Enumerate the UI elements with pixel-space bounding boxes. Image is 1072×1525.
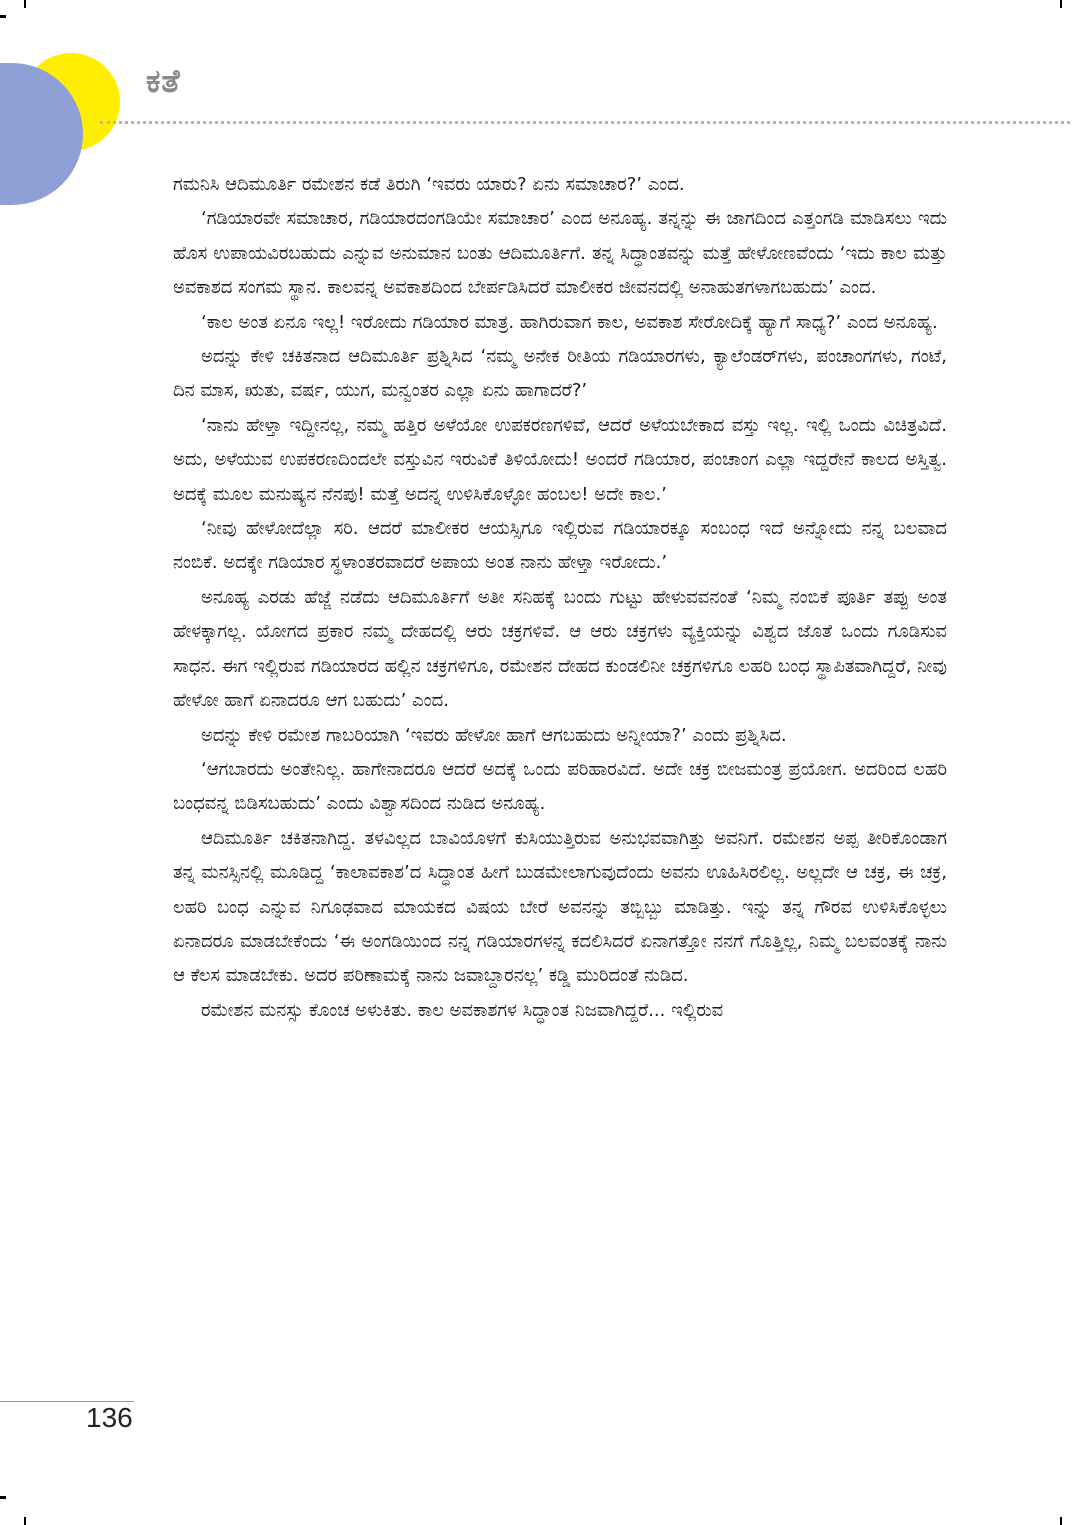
- paragraph: ಅದನ್ನು ಕೇಳಿ ಚಕಿತನಾದ ಆದಿಮೂರ್ತಿ ಪ್ರಶ್ನಿಸಿದ ‘ನಮ್ಮ ಅನೇಕ ರೀತಿಯ ಗಡಿಯಾರಗಳು, ಕ್ಯಾಲೆಂಡರ್‌ಗಳು, ಪಂಚಾಂಗಗಳು, ಗಂಟೆ, ದಿನ ಮಾಸ, ಋತು, ವರ್ಷ, ಯುಗ, ಮನ್ವಂತರ ಎಲ್ಲಾ ಏನು ಹಾಗಾದರೆ?’: [173, 346, 947, 402]
- crop-mark-bottom-right: [1060, 1517, 1062, 1525]
- page-number: 136: [86, 1402, 133, 1433]
- section-title: ಕತೆ: [146, 62, 181, 100]
- paragraph: ‘ಆಗಬಾರದು ಅಂತೇನಿಲ್ಲ. ಹಾಗೇನಾದರೂ ಆದರೆ ಅದಕ್ಕೆ ಒಂದು ಪರಿಹಾರವಿದೆ. ಅದೇ ಚಕ್ರ ಬೀಜಮಂತ್ರ ಪ್ರಯೋಗ. ಅದರಿಂದ ಲಹರಿ ಬಂಧವನ್ನ ಬಿಡಿಸಬಹುದು’ ಎಂದು ವಿಶ್ವಾಸದಿಂದ ನುಡಿದ ಅನೂಹ್ಯ.: [173, 758, 947, 815]
- paragraph: ಅದನ್ನು ಕೇಳಿ ರಮೇಶ ಗಾಬರಿಯಾಗಿ ‘ಇವರು ಹೇಳೋ ಹಾಗೆ ಆಗಬಹುದು ಅನ್ನೀಯಾ?’ ಎಂದು ಪ್ರಶ್ನಿಸಿದ.: [201, 724, 787, 746]
- crop-mark-top-right: [1060, 0, 1062, 8]
- paragraph: ‘ಗಡಿಯಾರವೇ ಸಮಾಚಾರ, ಗಡಿಯಾರದಂಗಡಿಯೇ ಸಮಾಚಾರ’ ಎಂದ ಅನೂಹ್ಯ. ತನ್ನನ್ನು ಈ ಜಾಗದಿಂದ ಎತ್ತಂಗಡಿ ಮಾಡಿಸಲು ಇದು ಹೊಸ ಉಪಾಯವಿರಬಹುದು ಎನ್ನುವ ಅನುಮಾನ ಬಂತು ಆದಿಮೂರ್ತಿಗೆ. ತನ್ನ ಸಿದ್ಧಾಂತವನ್ನು ಮತ್ತೆ ಹೇಳೋಣವೆಂದು ‘ಇದು ಕಾಲ ಮತ್ತು ಅವಕಾಶದ ಸಂಗಮ ಸ್ಥಾನ. ಕಾಲವನ್ನ ಅವಕಾಶದಿಂದ ಬೇರ್ಪಡಿಸಿದರೆ ಮಾಲೀಕರ ಜೀವನದಲ್ಲಿ ಅನಾಹುತಗಳಾಗಬಹುದು’ ಎಂದ.: [173, 208, 947, 299]
- paragraph: ಆದಿಮೂರ್ತಿ ಚಕಿತನಾಗಿದ್ದ. ತಳವಿಲ್ಲದ ಬಾವಿಯೊಳಗೆ ಕುಸಿಯುತ್ತಿರುವ ಅನುಭವವಾಗಿತ್ತು ಅವನಿಗೆ. ರಮೇಶನ ಅಪ್ಪ ತೀರಿಕೊಂಡಾಗ ತನ್ನ ಮನಸ್ಸಿನಲ್ಲಿ ಮೂಡಿದ್ದ ‘ಕಾಲಾವಕಾಶ’ದ ಸಿದ್ಧಾಂತ ಹೀಗೆ ಬುಡಮೇಲಾಗುವುದೆಂದು ಅವನು ಊಹಿಸಿರಲಿಲ್ಲ. ಅಲ್ಲದೇ ಆ ಚಕ್ರ, ಈ ಚಕ್ರ, ಲಹರಿ ಬಂಧ ಎನ್ನುವ ನಿಗೂಢವಾದ ಮಾಯಕದ ವಿಷಯ ಬೇರೆ ಅವನನ್ನು ತಬ್ಬಿಬ್ಬು ಮಾಡಿತ್ತು. ಇನ್ನು ತನ್ನ ಗೌರವ ಉಳಿಸಿಕೊಳ್ಳಲು ಏನಾದರೂ ಮಾಡಬೇಕೆಂದು ‘ಈ ಅಂಗಡಿಯಿಂದ ನನ್ನ ಗಡಿಯಾರಗಳನ್ನ ಕದಲಿಸಿದರೆ ಏನಾಗತ್ತೋ ನನಗೆ ಗೊತ್ತಿಲ್ಲ, ನಿಮ್ಮ ಬಲವಂತಕ್ಕೆ ನಾನು ಆ ಕೆಲಸ ಮಾಡಬೇಕು. ಅದರ ಪರಿಣಾಮಕ್ಕೆ ನಾನು ಜವಾಬ್ದಾರನಲ್ಲ’ ಕಡ್ಡಿ ಮುರಿದಂತೆ ನುಡಿದ.: [173, 827, 947, 987]
- paragraph: ರಮೇಶನ ಮನಸ್ಸು ಕೊಂಚ ಅಳುಕಿತು. ಕಾಲ ಅವಕಾಶಗಳ ಸಿದ್ಧಾಂತ ನಿಜವಾಗಿದ್ದರೆ... ಇಲ್ಲಿರುವ: [201, 999, 724, 1021]
- paragraph: ಗಮನಿಸಿ ಆದಿಮೂರ್ತಿ ರಮೇಶನ ಕಡೆ ತಿರುಗಿ ‘ಇವರು ಯಾರು? ಏನು ಸಮಾಚಾರ?’ ಎಂದ.: [173, 174, 685, 195]
- paragraph: ‘ನಾನು ಹೇಳ್ತಾ ಇದ್ದೀನಲ್ಲ, ನಮ್ಮ ಹತ್ತಿರ ಅಳೆಯೋ ಉಪಕರಣಗಳಿವೆ, ಆದರೆ ಅಳೆಯಬೇಕಾದ ವಸ್ತು ಇಲ್ಲ. ಇಲ್ಲಿ ಒಂದು ವಿಚಿತ್ರವಿದೆ. ಅದು, ಅಳೆಯುವ ಉಪಕರಣದಿಂದಲೇ ವಸ್ತುವಿನ ಇರುವಿಕೆ ತಿಳಿಯೋದು! ಅಂದರೆ ಗಡಿಯಾರ, ಪಂಚಾಂಗ ಎಲ್ಲಾ ಇದ್ದರೇನೆ ಕಾಲದ ಅಸ್ತಿತ್ವ. ಅದಕ್ಕೆ ಮೂಲ ಮನುಷ್ಯನ ನೆನಪು! ಮತ್ತೆ ಅದನ್ನ ಉಳಿಸಿಕೊಳ್ಳೋ ಹಂಬಲ! ಅದೇ ಕಾಲ.’: [173, 414, 947, 505]
- crop-mark-bottom-left: [0, 1496, 6, 1499]
- paragraph: ‘ನೀವು ಹೇಳೋದೆಲ್ಲಾ ಸರಿ. ಆದರೆ ಮಾಲೀಕರ ಆಯಸ್ಸಿಗೂ ಇಲ್ಲಿರುವ ಗಡಿಯಾರಕ್ಕೂ ಸಂಬಂಧ ಇದೆ ಅನ್ನೋದು ನನ್ನ ಬಲವಾದ ನಂಬಿಕೆ. ಅದಕ್ಕೇ ಗಡಿಯಾರ ಸ್ಥಳಾಂತರವಾದರೆ ಅಪಾಯ ಅಂತ ನಾನು ಹೇಳ್ತಾ ಇರೋದು.’: [173, 518, 947, 574]
- dotted-rule: [100, 121, 1070, 124]
- story-text: [173, 168, 947, 1028]
- paragraph: ‘ಕಾಲ ಅಂತ ಏನೂ ಇಲ್ಲ! ಇರೋದು ಗಡಿಯಾರ ಮಾತ್ರ. ಹಾಗಿರುವಾಗ ಕಾಲ, ಅವಕಾಶ ಸೇರೋದಿಕ್ಕೆ ಹ್ಯಾಗೆ ಸಾಧ್ಯ?’ ಎಂದ ಅನೂಹ್ಯ.: [201, 311, 938, 333]
- decorative-circles: [0, 0, 140, 220]
- crop-mark-bottom: [24, 1517, 26, 1525]
- paragraph: ಅನೂಹ್ಯ ಎರಡು ಹೆಜ್ಜೆ ನಡೆದು ಆದಿಮೂರ್ತಿಗೆ ಅತೀ ಸನಿಹಕ್ಕೆ ಬಂದು ಗುಟ್ಟು ಹೇಳುವವನಂತೆ ‘ನಿಮ್ಮ ನಂಬಿಕೆ ಪೂರ್ತಿ ತಪ್ಪು ಅಂತ ಹೇಳಕ್ಕಾಗಲ್ಲ. ಯೋಗದ ಪ್ರಕಾರ ನಮ್ಮ ದೇಹದಲ್ಲಿ ಆರು ಚಕ್ರಗಳಿವೆ. ಆ ಆರು ಚಕ್ರಗಳು ವ್ಯಕ್ತಿಯನ್ನು ವಿಶ್ವದ ಜೊತೆ ಒಂದು ಗೂಡಿಸುವ ಸಾಧನ. ಈಗ ಇಲ್ಲಿರುವ ಗಡಿಯಾರದ ಹಲ್ಲಿನ ಚಕ್ರಗಳಿಗೂ, ರಮೇಶನ ದೇಹದ ಕುಂಡಲಿನೀ ಚಕ್ರಗಳಿಗೂ ಲಹರಿ ಬಂಧ ಸ್ಥಾಪಿತವಾಗಿದ್ದರೆ, ನೀವು ಹೇಳೋ ಹಾಗೆ ಏನಾದರೂ ಆಗ ಬಹುದು’ ಎಂದ.: [173, 586, 947, 712]
